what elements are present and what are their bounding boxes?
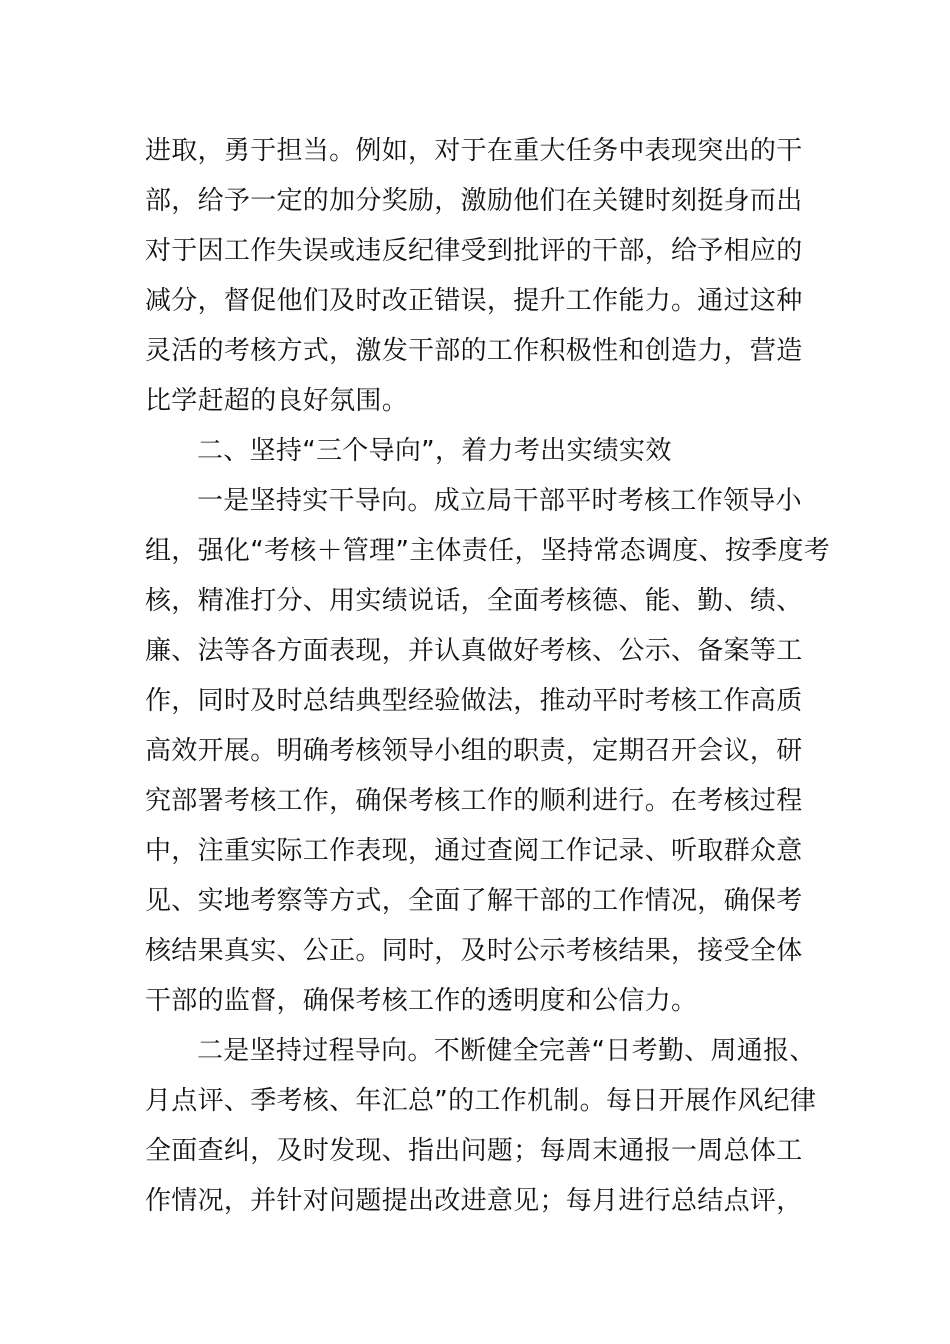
text-line: 全面查纠，及时发现、指出问题；每周末通报一周总体工 bbox=[145, 1136, 803, 1166]
text-line: 究部署考核工作，确保考核工作的顺利进行。在考核过程 bbox=[145, 786, 803, 816]
text-line: 月点评、季考核、年汇总”的工作机制。每日开展作风纪律 bbox=[145, 1086, 817, 1116]
text-line: 对于因工作失误或违反纪律受到批评的干部，给予相应的 bbox=[145, 236, 803, 266]
text-line: 一是坚持实干导向。成立局干部平时考核工作领导小 bbox=[197, 486, 802, 516]
text-line: 灵活的考核方式，激发干部的工作积极性和创造力，营造 bbox=[145, 336, 803, 366]
text-line: 中，注重实际工作表现，通过查阅工作记录、听取群众意 bbox=[145, 836, 803, 866]
text-line: 组，强化“考核＋管理”主体责任，坚持常态调度、按季度考 bbox=[145, 536, 831, 566]
text-line: 见、实地考察等方式，全面了解干部的工作情况，确保考 bbox=[145, 886, 803, 916]
text-line: 进取，勇于担当。例如，对于在重大任务中表现突出的干 bbox=[145, 136, 803, 166]
text-line: 二是坚持过程导向。不断健全完善“日考勤、周通报、 bbox=[197, 1036, 816, 1066]
text-line: 减分，督促他们及时改正错误，提升工作能力。通过这种 bbox=[145, 286, 803, 316]
text-line: 比学赶超的良好氛围。 bbox=[145, 386, 409, 416]
text-line: 作，同时及时总结典型经验做法，推动平时考核工作高质 bbox=[145, 686, 803, 716]
text-line: 部，给予一定的加分奖励，激励他们在关键时刻挺身而出 bbox=[145, 186, 803, 216]
text-line: 核结果真实、公正。同时，及时公示考核结果，接受全体 bbox=[145, 936, 803, 966]
section-heading: 二、坚持“三个导向”，着力考出实绩实效 bbox=[197, 436, 672, 466]
text-line: 核，精准打分、用实绩说话，全面考核德、能、勤、绩、 bbox=[145, 586, 803, 616]
text-line: 作情况，并针对问题提出改进意见；每月进行总结点评， bbox=[145, 1186, 803, 1216]
text-line: 干部的监督，确保考核工作的透明度和公信力。 bbox=[145, 986, 698, 1016]
text-line: 廉、法等各方面表现，并认真做好考核、公示、备案等工 bbox=[145, 636, 803, 666]
text-line: 高效开展。明确考核领导小组的职责，定期召开会议，研 bbox=[145, 736, 803, 766]
document-body bbox=[145, 126, 831, 1226]
